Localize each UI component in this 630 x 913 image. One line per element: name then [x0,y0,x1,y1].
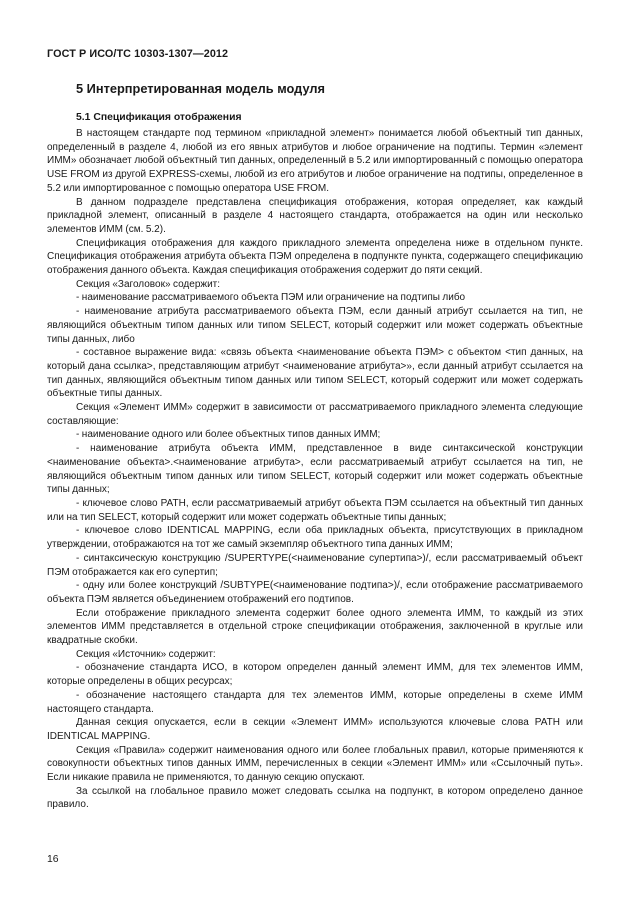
paragraph: Секция «Правила» содержит наименования одного или более глобальных правил, которые применяются к совокупности объектных типов данных ИММ, перечисленных в секции «Элемент ИММ» или «Ссылочный путь». Если никакие правила не применяются, то данную секцию опускают. [47,744,583,784]
paragraph: Если отображение прикладного элемента содержит более одного элемента ИММ, то каждый из этих элементов ИММ представляется в отдельной строке спецификации отображения, заключенной в круглые или квадратные скобки. [47,607,583,647]
paragraph: В настоящем стандарте под термином «прикладной элемент» понимается любой объектный тип данных, определенный в разделе 4, любой из его явных атрибутов и любое ограничение на подтипы. Термин «элемент ИММ» обозначает любой объектный тип данных, определенный в 5.2 или импортированный с помощью оператора USE FROM из другой EXPRESS-схемы, любой из его атрибутов и любое ограничение на подтипы, определенное в 5.2 или импортированное с помощью оператора USE FROM. [47,128,583,194]
body-text [47,127,583,812]
paragraph: Спецификация отображения для каждого прикладного элемента определена ниже в отдельном пункте. Спецификация отображения атрибута объекта ПЭМ определена в подпункте пункта, содержащего спецификацию отображения данного объекта. Каждая спецификация отображения содержит до пяти секций. [47,237,583,277]
list-item: - наименование атрибута рассматриваемого объекта ПЭМ, если данный атрибут ссылается на тип, не являющийся объектным типом данных или типом SELECT, который содержит или может содержать объектные типы данных, либо [47,306,583,345]
paragraph: Данная секция опускается, если в секции «Элемент ИММ» используются ключевые слова PATH или IDENTICAL MAPPING. [47,717,583,742]
list-item: - наименование атрибута объекта ИММ, представленное в виде синтаксической конструкции <наименование объекта>.<наименование атрибута>, если рассматриваемый атрибут ссылается на тип, не являющийся объектным типом данных или типом SELECT, который содержит или может содержать объектные типы данных; [47,443,583,496]
page-number: 16 [47,854,59,865]
paragraph: В данном подразделе представлена спецификация отображения, которая определяет, как каждый прикладной элемент, описанный в разделе 4 настоящего стандарта, отображается на один или несколько элементов ИММ (см. 5.2). [47,196,583,235]
list-item: - наименование одного или более объектных типов данных ИММ; [76,429,381,441]
list-item: - одну или более конструкций /SUBTYPE(<наименование подтипа>)/, если отображение рассматриваемого объекта ПЭМ является объединением отображений его подтипов. [47,580,583,605]
list-item: - ключевое слово PATH, если рассматриваемый атрибут объекта ПЭМ ссылается на объектный тип данных или на тип SELECT, который содержит или может содержать объектные типы данных; [47,497,583,523]
list-item: - ключевое слово IDENTICAL MAPPING, если оба прикладных объекта, присутствующих в прикладном утверждении, отображаются на тот же самый экземпляр объектного типа данных ИММ; [47,525,583,551]
list-item: - составное выражение вида: «связь объекта <наименование объекта ПЭМ> с объектом <тип данных, на который дана ссылка>, представляющим атрибут <наименование атрибута>», если данный атрибут ссылается на тип данных, являющийся объектным типом данных или типом SELECT, который содержит или может содержать объектные типы данных. [47,347,583,400]
subsection-title: 5.1 Спецификация отображения [76,112,242,123]
paragraph: За ссылкой на глобальное правило может следовать ссылка на подпункт, в котором определено данное правило. [47,785,583,811]
list-item: - наименование рассматриваемого объекта ПЭМ или ограничение на подтипы либо [76,292,466,304]
paragraph: Секция «Источник» содержит: [76,648,216,660]
paragraph: Секция «Элемент ИММ» содержит в зависимости от рассматриваемого прикладного элемента следующие составляющие: [47,402,583,427]
section-title: 5 Интерпретированная модель модуля [76,81,325,96]
list-item: - обозначение стандарта ИСО, в котором определен данный элемент ИММ, для тех элементов ИММ, которые определены в общих ресурсах; [47,662,583,688]
list-item: - обозначение настоящего стандарта для тех элементов ИММ, которые определены в схеме ИММ настоящего стандарта. [47,689,583,715]
document-header: ГОСТ Р ИСО/ТС 10303-1307—2012 [47,48,229,60]
list-item: - синтаксическую конструкцию /SUPERTYPE(<наименование супертипа>)/, если рассматриваемый объект ПЭМ отображается как его супертип; [47,552,583,578]
paragraph: Секция «Заголовок» содержит: [76,278,221,290]
